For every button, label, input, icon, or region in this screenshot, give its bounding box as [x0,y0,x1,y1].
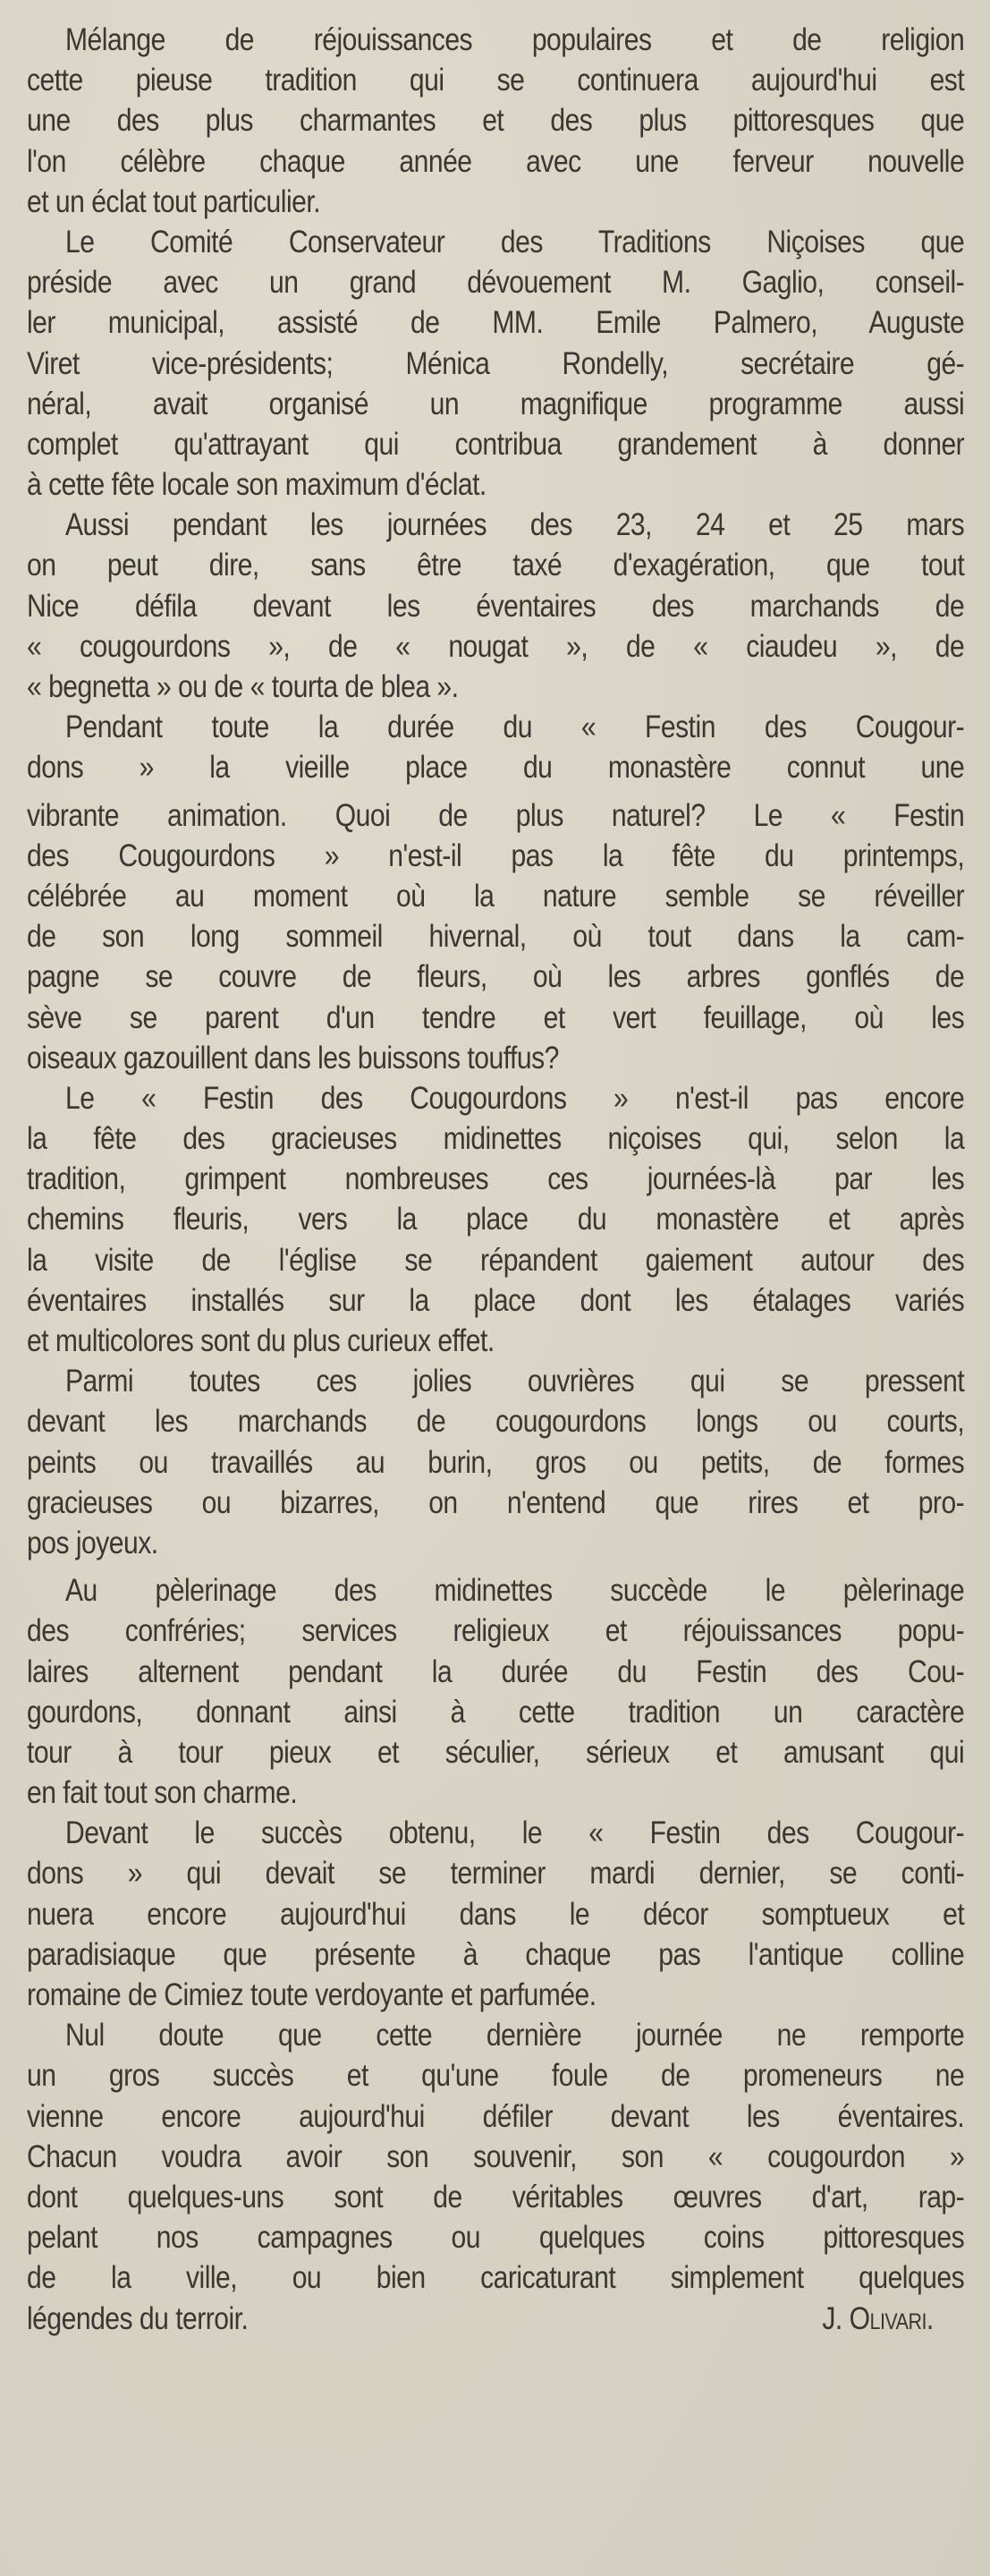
text-line: Devant le succès obtenu, le « Festin des Cougour- [65,1815,965,1851]
text-line: Le Comité Conservateur des Traditions Niçoises que [65,224,965,259]
text-line: complet qu'attrayant qui contribua grandement à donner [27,426,965,462]
text-line: cette pieuse tradition qui se continuera aujourd'hui est [27,63,965,98]
paragraph-1 [27,20,964,222]
text-line: vibrante animation. Quoi de plus naturel? Le « Festin [27,797,965,833]
text-line: tradition, grimpent nombreuses ces journées-là par les [27,1161,965,1197]
text-line: chemins fleuris, vers la place du monastère et après [27,1202,965,1237]
text-line: à cette fête locale son maximum d'éclat. [27,467,487,503]
article [27,20,964,2339]
text-line: Pendant toute la durée du « Festin des Cougour- [65,710,965,745]
text-line: laires alternent pendant la durée du Festin des Cou- [27,1654,965,1689]
text-line: éventaires installés sur la place dont les étalages variés [27,1282,965,1318]
text-line: Mélange de réjouissances populaires et de religion [65,22,965,57]
text-line: et un éclat tout particulier. [27,183,321,219]
text-line: gracieuses ou bizarres, on n'entend que rires et pro- [27,1484,965,1520]
text-line: de la ville, ou bien caricaturant simplement quelques [27,2260,965,2296]
author-signature: J. Olivari. [822,2300,934,2336]
text-line: pos joyeux. [27,1525,158,1560]
text-line: « cougourdons », de « nougat », de « ciaudeu », de [27,628,965,664]
text-line: devant les marchands de cougourdons longs ou courts, [27,1404,965,1440]
text-line: Viret vice-présidents; Ménica Rondelly, secrétaire gé- [27,345,965,381]
text-line: Nul doute que cette dernière journée ne remporte [65,2018,965,2053]
text-line: Aussi pendant les journées des 23, 24 et 25 mars [65,507,965,543]
text-line: vienne encore aujourd'hui défiler devant les éventaires. [27,2098,965,2134]
text-line: pelant nos campagnes ou quelques coins pittoresques [27,2220,965,2256]
scan-seam [27,788,964,795]
text-line: Le « Festin des Cougourdons » n'est-il pas encore [65,1080,965,1116]
text-line: Parmi toutes ces jolies ouvrières qui se pressent [65,1364,965,1399]
paragraph-6 [27,1361,964,1563]
text-line: oiseaux gazouillent dans les buissons touffus? [27,1040,559,1075]
text-line: célébrée au moment où la nature semble se réveiller [27,878,965,914]
scan-seam [27,1563,964,1570]
text-line: nuera encore aujourd'hui dans le décor somptueux et [27,1896,965,1932]
text-line: légendes du terroir. [27,2300,249,2336]
text-line: de son long sommeil hivernal, où tout dans la cam- [27,919,965,955]
paragraph-8 [27,1813,964,2015]
text-line: dont quelques-uns sont de véritables œuvres d'art, rap- [27,2179,965,2215]
text-line: Au pèlerinage des midinettes succède le pèlerinage [65,1573,965,1609]
text-line: Nice défila devant les éventaires des marchands de [27,588,965,624]
text-line: peints ou travaillés au burin, gros ou petits, de formes [27,1444,965,1480]
paragraph-7 [27,1570,964,1813]
paragraph-3 [27,505,964,707]
closing-line [27,2299,964,2339]
text-line: « begnetta » ou de « tourta de blea ». [27,669,459,704]
text-line: un gros succès et qu'une foule de promeneurs ne [27,2058,965,2094]
text-line: une des plus charmantes et des plus pittoresques que [27,103,965,139]
text-line: Chacun voudra avoir son souvenir, son « cougourdon » [27,2138,965,2174]
text-line: dons » la vieille place du monastère connut une [27,750,965,786]
text-line: sève se parent d'un tendre et vert feuillage, où les [27,999,965,1035]
text-line: gourdons, donnant ainsi à cette tradition un caractère [27,1694,965,1730]
text-line: on peut dire, sans être taxé d'exagération, que tout [27,548,965,583]
text-line: dons » qui devait se terminer mardi dernier, se conti- [27,1856,965,1892]
text-line: et multicolores sont du plus curieux effet. [27,1323,495,1358]
text-line: l'on célèbre chaque année avec une ferveur nouvelle [27,143,965,179]
text-line: la visite de l'église se répandent gaiement autour des [27,1242,965,1278]
text-line: romaine de Cimiez toute verdoyante et parfumée. [27,1977,597,2012]
text-line: des confréries; services religieux et réjouissances popu- [27,1613,965,1649]
paragraph-5 [27,1078,964,1361]
text-line: préside avec un grand dévouement M. Gaglio, conseil- [27,265,965,301]
text-line: tour à tour pieux et séculier, sérieux et amusant qui [27,1734,965,1770]
paragraph-2 [27,222,964,505]
paragraph-4 [27,707,964,1078]
text-line: des Cougourdons » n'est-il pas la fête du printemps, [27,837,965,873]
text-line: en fait tout son charme. [27,1775,298,1811]
text-line: néral, avait organisé un magnifique programme aussi [27,386,965,421]
text-line: ler municipal, assisté de MM. Emile Palmero, Auguste [27,305,965,341]
text-line: pagne se couvre de fleurs, où les arbres gonflés de [27,959,965,995]
text-line: la fête des gracieuses midinettes niçoises qui, selon la [27,1121,965,1157]
paragraph-9 [27,2015,964,2339]
text-line: paradisiaque que présente à chaque pas l'antique colline [27,1936,965,1972]
